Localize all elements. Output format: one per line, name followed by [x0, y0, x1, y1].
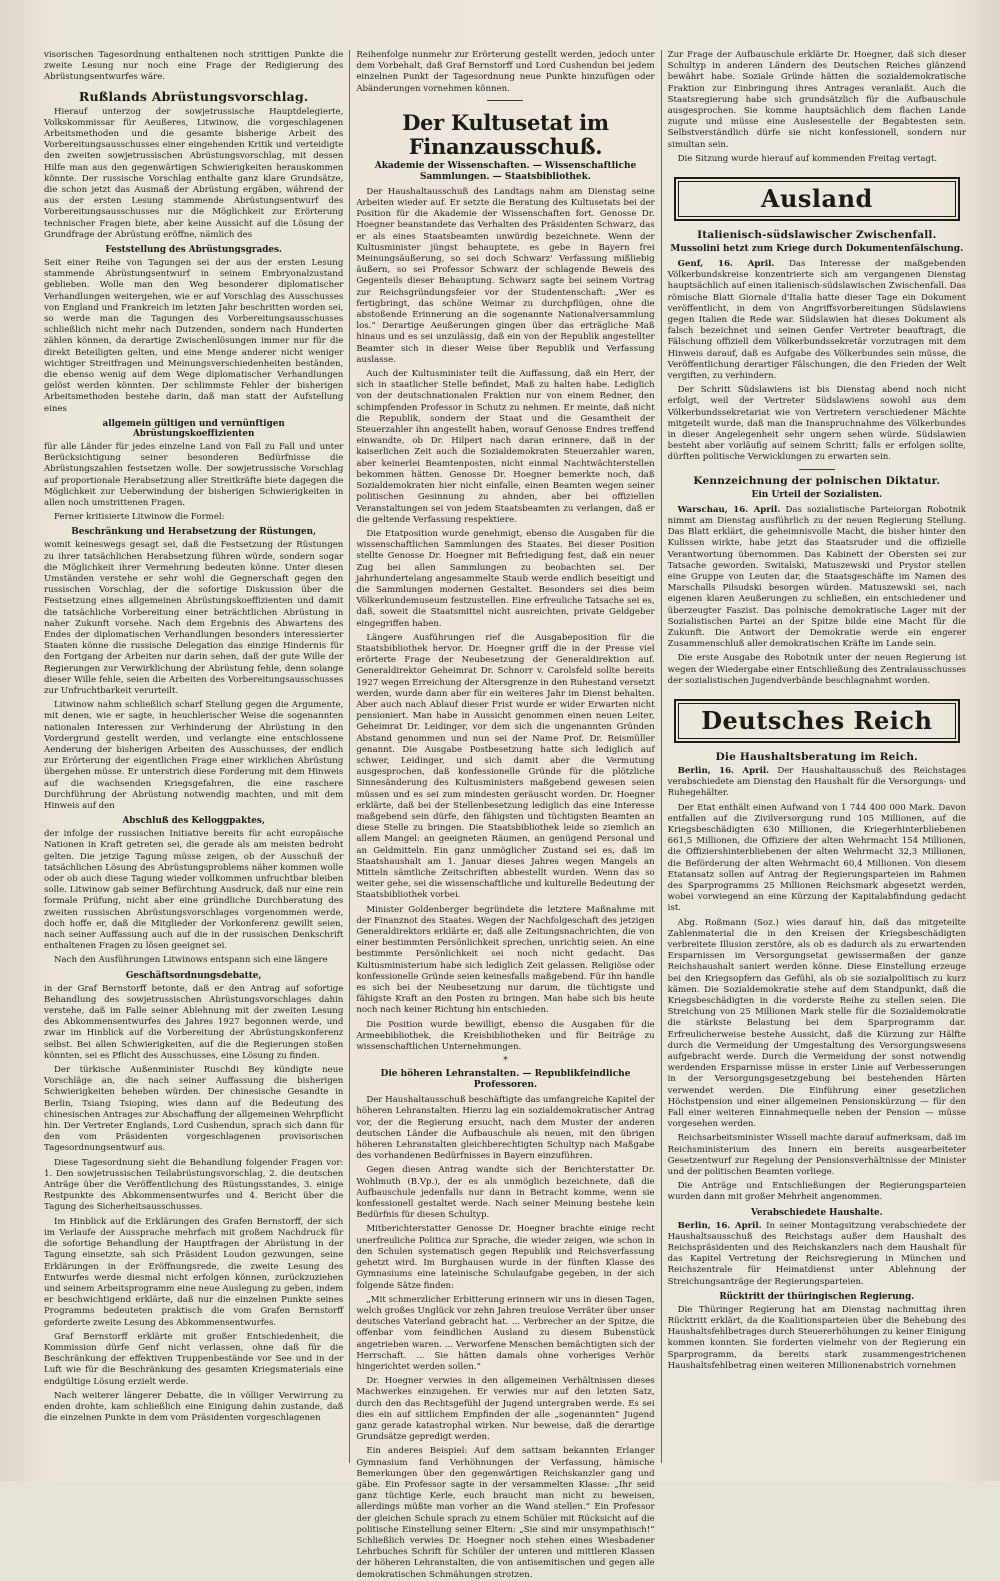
article-paragraph: [668, 259, 966, 382]
article-paragraph: Nach weiterer längerer Debatte, die in völliger Verwirrung zu enden drohte, kam schließlich eine Einigung dahin zustande, daß die einzelnen Punkte in dem vom Präsidenten vorgeschlagenen: [44, 1390, 344, 1424]
section-box-deutsches-reich: Deutsches Reich: [674, 699, 960, 743]
dateline: Warschau, 16. April.: [677, 504, 781, 515]
column-right-content: [668, 50, 966, 1456]
article-paragraph: visorischen Tagesordnung enthaltenen noch strittigen Punkte die zweite Lesung nur noch eine Frage der Redigierung des Abrüstungsentwurfes wäre.: [44, 50, 344, 83]
column-left: [38, 50, 349, 1463]
subhead-kelloggpakt: Abschluß des Kelloggpaktes,: [122, 816, 265, 827]
article-paragraph: Die Position wurde bewilligt, ebenso die Ausgaben für die Armeebibliothek, die Kreisbibliotheken und für Beiträge zu wissenschaftlichen Unternehmungen.: [356, 1019, 655, 1053]
subhead-beschraenkung: Beschränkung und Herabsetzung der Rüstungen,: [71, 527, 317, 538]
article-paragraph: Der Haushaltausschuß beschäftigte das umfangreiche Kapitel der höheren Lehranstalten. Hierzu lag ein sozialdemokratischer Antrag vor, der die Regierung ersucht, nach dem Muster der anderen deutschen Länder die Aufbauschule als neuen, mit den übrigen höheren Lehranstalten gleichberechtigten Schultyp nach Maßgabe des vorhandenen Bedürfnisses in Bayern einzuführen.: [356, 1095, 655, 1162]
headline-russland: Rußlands Abrüstungsvorschlag.: [78, 88, 309, 104]
subhead-feststellung: Feststellung des Abrüstungsgrades.: [105, 245, 282, 256]
column-right: [661, 50, 972, 1463]
subhead-hoehere-lehranstalten: Die höheren Lehranstalten. — Republikfeindliche Professoren.: [380, 1069, 631, 1091]
subtitle-kultusetat: Akademie der Wissenschaften. — Wissenschaftliche Sammlungen. — Staatsbibliothek.: [374, 160, 637, 182]
article-paragraph: Zur Frage der Aufbauschule erklärte Dr. Hoegner, daß sich dieser Schultyp in anderen Ländern des Deutschen Reiches glänzend bewährt habe. Soziale Gründe hätten die sozialdemokratische Fraktion zur Einbringung ihres Antrages veranlaßt. Auch die Staatsregierung habe sich grundsätzlich für die Aufbauschule ausgesprochen. Sie komme hauptsächlich dem flachen Lande zugute und müsse eine Auslesestelle der Begabtesten sein. Selbstverständlich dürfe sie nicht konfessionell, sondern nur simultan sein.: [667, 50, 966, 150]
article-paragraph: der infolge der russischen Initiative bereits für acht europäische Nationen in Kraft getreten sei, die gerade als am meisten bedroht gelten. Die jetzige Tagung müsse zeigen, ob der Ausschuß der tatsächlichen Lösung des Abrüstungsproblems näher kommen wolle oder ob auch diese Tagung wieder vollkommen unfruchtbar bleiben solle. Litwinow gab seiner Befürchtung Ausdruck, daß nur eine rein formale Prüfung, nicht aber eine gründliche Durchberatung des zweiten russischen Abrüstungsvorschlages vorgenommen werde, doch hoffe er, daß die Mitglieder der Vorkonferenz gewillt seien, nach seiner Auffassung auch auf die in der russischen Denkschrift enthaltenen Fragen zu lösen geeignet sei.: [44, 829, 344, 952]
article-paragraph: [668, 766, 966, 800]
divider: [487, 100, 523, 101]
column-left-content: [44, 50, 343, 1456]
headline-polen: Kennzeichnung der polnischen Diktatur.: [693, 474, 941, 487]
headline-italienisch: Italienisch-südslawischer Zwischenfall.: [697, 229, 937, 242]
article-paragraph: Gegen diesen Antrag wandte sich der Berichterstatter Dr. Wohlmuth (B.Vp.), der es als unmöglich bezeichnete, daß die Aufbauschule jedenfalls nur dann in Betracht komme, wenn sie konfessionell gestaltet werde. Nach seiner Meinung bestehe kein Bedürfnis für diesen Schultyp.: [356, 1165, 655, 1221]
article-paragraph: in der Graf Bernstorff betonte, daß er den Antrag auf sofortige Behandlung des sowjetrussischen Abrüstungsvorschlages dahin verstehe, daß im Falle seiner Ablehnung mit der zweiten Lesung des Abkommensentwurfes des Jahres 1927 begonnen werde, und zwar im Hinblick auf die Vorbereitung der Abrüstungskonferenz selbst. Bei allen Schwierigkeiten, auf die die Regierungen stoßen könnten, sei es Pflicht des Ausschusses, eine Lösung zu finden.: [44, 983, 344, 1061]
article-paragraph: Abg. Roßmann (Soz.) wies darauf hin, daß das mitgeteilte Zahlenmaterial die in den Kreisen der Kriegsbeschädigten verbreitete Illusion zerstöre, als ob es dadurch als zu erwartenden Ersparnissen im Versorgungsetat gewissermaßen der ganze Reichshaushalt saniert werden könne. Diese Einstellung erzeuge bei den Kriegsopfern das Gefühl, als ob sie sozialpolitisch zu kurz kämen. Die Sozialdemokratie stehe auf dem Standpunkt, daß die Kriegsbeschädigten in die vorderste Reihe zu stellen seien. Die Streichung von 25 Millionen Mark stelle für die Sozialdemokratie die stärkste Belastung bei dem Sparprogramm dar. Erfreulicherweise bestehe Aussicht, daß die Kürzung zur Hälfte durch die Vermeidung der Umgestaltung des Versorgungswesens aufgebracht werde. Durch die Vermeidung der sonst notwendig werdenden Ersparnisse müsse in erster Linie auf Verbesserungen in der Versorgungsgesetzgebung bei bestehenden Härten verwendet werden. Die Einführung einer gesetzlichen Höchstpension und einer allgemeinen Pensionskürzung — für den Fall einer weiteren Einnahmequelle neben der Pension — müsse vorgesehen werden.: [667, 917, 966, 1130]
article-paragraph: Der Schritt Südslawiens ist bis Dienstag abend noch nicht erfolgt, weil der Vertreter Südslawiens sowohl aus dem Völkerbundssekretariat wie von Vertretern verschiedener Mächte mitgeteilt wurde, daß man die Inanspruchnahme des Völkerbundes in dieser Angelegenheit sehr ungern sehen würde. Südslawien besteht aber vorläufig auf seinem Schritt; falls er erfolgen sollte, dürften politische Verwicklungen zu erwarten sein.: [667, 385, 966, 463]
article-paragraph: Im Hinblick auf die Erklärungen des Grafen Bernstorff, der sich im Verlaufe der Aussprache mehrfach mit großem Nachdruck für die sofortige Behandlung der Hauptfragen der Abrüstung in der Tagung einsetzte, sah sich Präsident Loudon gezwungen, seine Erklärungen in der Eröffnungsrede, die zweite Lesung des Entwurfes werde diesmal nicht erfolgen können, zurückzuziehen und seinem Arbeitsprogramm eine neue Auslegung zu geben, indem er beschwichtigend erklärte, daß nur die einzelnen Punkte seines Programms bedeuteten praktisch die vom Grafen Bernstorff geforderte zweite Lesung des Abkommensentwurfes.: [44, 1216, 344, 1328]
article-paragraph: womit keineswegs gesagt sei, daß die Festsetzung der Rüstungen zu ihrer tatsächlichen Herabsetzung führen würde, sondern sogar die Möglichkeit ihrer Vermehrung bedeuten könne. Unter diesen Umständen verstehe er sehr wohl die Gegnerschaft gegen den russischen Vorschlag, der die sofortige Diskussion über die Festsetzung eines allgemeinen Abrüstungskoeffizienten und damit die tatsächliche Vorbereitung einer beträchtlichen Abrüstung in naher Zukunft vorsehe. Nach dem Ergebnis des Abwartens des Endes der diplomatischen Verhandlungen besonders interessierter Staaten könne die russische Delegation das einzige Hindernis für den Fortgang der Arbeiten nur darin sehen, daß der gute Wille der Regierungen zur Verwirklichung der Abrüstung fehle, denn solange dieser Wille fehle, seien die Arbeiten des Vorbereitungsausschusses zur Unfruchtbarkeit verurteilt.: [44, 540, 344, 696]
article-paragraph: Die Etatposition wurde genehmigt, ebenso die Ausgaben für die wissenschaftlichen Sammlungen des Staates. Bei dieser Position stellte Genosse Dr. Hoegner mit Befriedigung fest, daß ein neuer Zug bei allen Sammlungen zu beobachten sei. Der jahrhundertelang angesammelte Staub werde endlich beseitigt und die Sammlungen modernen Gestaltet. Besonders sei dies beim Völkerkundemuseum festzustellen. Eine erfreuliche Tatsache sei es, daß, soweit die Staatsmittel nicht ausreichten, private Geldgeber eingegriffen haben.: [356, 528, 655, 629]
subhead-sozialisten: Ein Urteil der Sozialisten.: [751, 489, 883, 500]
paragraph-text: Das Interesse der maßgebenden Völkerbundskreise konzentrierte sich am vergangenen Dienstag hauptsächlich auf einen italienisch-südslawischen Zwischenfall. Das römische Blatt Giornale d'Italia hatte dieser Tage ein Dokument veröffentlicht, in dem von Angriffsvorbereitungen Südslawiens gegen Italien die Rede war. Südslawien hat dieses Dokument als falsch bezeichnet und seinen Genfer Vertreter beauftragt, die Fälschung offiziell dem Völkerbundssekretär vorzutragen mit dem Hinweis darauf, daß es Aufgabe des Völkerbundes sein müsse, die Veröffentlichung derartiger Fälschungen, die den Frieden der Welt vergiften, zu verhindern.: [667, 259, 966, 382]
article-paragraph: Der türkische Außenminister Ruschdi Bey kündigte neue Vorschläge an, die nach seiner Auffassung die bisherigen Schwierigkeiten beheben würden. Der chinesische Gesandte in Berlin, Tsiang Tsioping, wies dann auf die Bedeutung des chinesischen Antrages zur Abschaffung der allgemeinen Wehrpflicht hin. Der Vertreter Englands, Lord Cushendun, sprach sich dann für den vom Präsidenten vorgeschlagenen provisorischen Tagesordnungsentwurf aus.: [44, 1065, 344, 1154]
section-star: *: [503, 1056, 508, 1067]
section-box-ausland: Ausland: [674, 177, 960, 221]
article-paragraph: Die erste Ausgabe des Robotnik unter der neuen Regierung ist wegen der Wiedergabe einer Entschließung des Zentralausschusses der sozialistischen Jugendverbände beschlagnahmt worden.: [667, 653, 966, 686]
article-paragraph: Litwinow nahm schließlich scharf Stellung gegen die Argumente, mit denen, wie er sagte, in heuchlerischer Weise die sogenannten nationalen Interessen zur Verhinderung der Abrüstung in den Vordergrund gestellt werden, und verlangte eine entschlossene Aenderung der bisherigen Arbeiten des Ausschusses, der endlich zur Erörterung der eigentlichen Frage einer wirklichen Abrüstung übergehen müsse. Er unterstrich diese Forderung mit dem Hinweis auf die wachsenden Kriegsgefahren, die eine raschere Durchführung der Abrüstung notwendig machten, und mit dem Hinweis auf den: [44, 700, 344, 811]
article-paragraph: Hierauf unterzog der sowjetrussische Hauptdelegierte, Volkskommissar für Aeußeres, Litwinow, die vorgeschlagenen Arbeitsmethoden und die gesamte bisherige Arbeit des Vorbereitungsausschusses einer eingehenden Kritik und verteidigte den zweiten sowjetrussischen Abrüstungsvorschlag, mit dessen Hilfe man aus den gegenwärtigen Schwierigkeiten herauskommen könnte. Der russische Vorschlag enthalte ganz klare Grundsätze, die schon jetzt das Ausmaß der Abrüstung ergäben, während der aus der ersten Lesung stammende Abrüstungsentwurf des Vorbereitungsausschusses nur die Möglichkeit zur Erörterung technischer Fragen biete, aber keine Aussicht auf die Lösung der Grundfrage der Abrüstung eröffne, nämlich des: [44, 106, 344, 240]
article-paragraph: Der Etat enthält einen Aufwand von 1 744 400 000 Mark. Davon entfallen auf die Zivilversorgung rund 105 Millionen, auf die Kriegsbeschädigten 630 Millionen, die Kriegerhinterbliebenen 661,5 Millionen, die Offiziere der alten Wehrmacht 154 Millionen, die Offiziershinterbliebenen der alten Wehrmacht 32,3 Millionen, die Beförderung der alten Wehrmacht 60,4 Millionen. Von diesem Etatansatz sollen auf Antrag der Regierungsparteien im Rahmen des Sparprogramms 25 Millionen Reichsmark abgesetzt werden, wobei vorwiegend an eine Kürzung der Kapitalabfindung gedacht ist.: [667, 802, 966, 914]
subhead-mussolini: Mussolini hetzt zum Kriege durch Dokumentenfälschung.: [670, 244, 964, 255]
article-paragraph: für alle Länder für jedes einzelne Land von Fall zu Fall und unter Berücksichtigung seiner besonderen Bedürfnisse die Abrüstungszahlen festsetzen wolle. Der sowjetrussische Vorschlag auf proportionale Herabsetzung aller Streitkräfte biete dagegen die Möglichkeit zur Ueberwindung der bisherigen Schwierigkeiten in allen noch umstrittenen Fragen.: [44, 441, 344, 508]
article-paragraph: Die Thüringer Regierung hat am Dienstag nachmittag ihren Rücktritt erklärt, da die Koalitionsparteien über die Behebung des Haushaltsfehlbetrages durch Steuererhöhungen zu keiner Einigung kommen konnten. Sie forderten vielmehr von der Regierung ein Sparprogramm, da bereits stark zusammengestrichenen Haushaltsfehlbetrag einen weiteren Millionenabstrich vornehmen: [667, 1304, 966, 1371]
dateline: Berlin, 16. April.: [677, 1220, 762, 1231]
article-paragraph: Ein anderes Beispiel: Auf dem sattsam bekannten Erlanger Gymnasium fand Verhöhnungen der Verfassung, hämische Bemerkungen über den gegenwärtigen Reichskanzler gang und gäbe. Ein Professor sagte in der versammelten Klasse: „Ihr seid ganz tüchtige Kerle, euch braucht man nicht zu beweisen, allerdings müßte man vorher an die Wand stellen.“ Ein Professor der gleichen Schule sprach zu einem Schüler mit Rücksicht auf die politische Einstellung seiner Eltern: „Sie sind mir unsympathisch!“ Schließlich verwies Dr. Hoegner noch stehen eines Wiesbadener Lehrbuches Schrift für Schüler der unteren und mittleren Klassen der höheren Lehranstalten, die von antisemitischen und gegen alle demokratischen Schmähungen strotzen.: [356, 1446, 655, 1580]
dateline: Genf, 16. April.: [677, 259, 775, 270]
dateline: Berlin, 16. April.: [677, 765, 770, 776]
headline-haushaltsberatung: Die Haushaltsberatung im Reich.: [715, 750, 919, 763]
subhead-abruestungskoeffizient: allgemein gültigen und vernünftigen Abrüstungskoeffizienten: [102, 418, 285, 439]
article-paragraph: Minister Goldenberger begründete die letztere Maßnahme mit der Finanznot des Staates. Wegen der Nachfolgeschaft des jetzigen Generaldirektors erklärte er, daß alle Zeitungsnachrichten, die von einer bestimmten Persönlichkeit sprechen, unrichtig seien. An eine bestimmte Persönlichkeit sei noch nicht gedacht. Das Kultusministerium habe sich lediglich Zeit gelassen. Religiöse oder konfessionelle Gründe seien keinesfalls maßgebend. Für ihn handle es sich bei der Neubesetzung nur darum, die tüchtigste und fähigste Kraft an den Posten zu bringen. Man habe sich bis heute noch nach keiner Richtung hin entschieden.: [356, 904, 655, 1016]
article-paragraph: Diese Tagesordnung sieht die Behandlung folgender Fragen vor: 1. Den sowjetrussischen Teilabrüstungsvorschlag, 2. die deutschen Anträge über die Veröffentlichung des Rüstungsstandes, 3. einige Restpunkte des Abkommensentwurfes und 4. Bericht über die Tagung des Sicherheitsausschusses.: [44, 1157, 344, 1213]
column-middle: [349, 50, 660, 1580]
article-paragraph: Die Sitzung wurde hierauf auf kommenden Freitag vertagt.: [677, 153, 938, 164]
column-middle-content: [356, 50, 655, 1580]
divider: [799, 469, 835, 470]
subhead-geschaeftsordnung: Geschäftsordnungsdebatte,: [125, 970, 262, 981]
article-paragraph: [668, 505, 966, 651]
article-paragraph: Die Anträge und Entschließungen der Regierungsparteien wurden dann mit großer Mehrheit angenommen.: [667, 1181, 966, 1203]
article-paragraph: „Mit schmerzlicher Erbitterung erinnern wir uns in diesen Tagen, welch großes Unglück vor zehn Jahren treulose Verräter über unser deutsches Vaterland gebracht hat. ... Verbrecher an der Spitze, die offenbar vom feindlichen Ausland zu diesem Bubenstück angetrieben waren. ... Verworfene Menschen bemächtigten sich der Herrschaft. ... Sie hätten damals ohne vorheriges Verhör hingerichtet werden sollen.“: [356, 1294, 655, 1372]
article-paragraph: Dr. Hoegner verwies in den allgemeinen Verhältnissen dieses Machwerkes einzugehen. Er verwies nur auf den letzten Satz, durch den das Rechtsgefühl der Jugend untergraben werde. Es sei dies ein auf sittlichem Empfinden der alle „sogenannten“ Jugend ganz gerade katastrophal wirken. Nur beweise, daß die derartige Grundsätze gepredigt werden.: [356, 1376, 655, 1443]
paragraph-text: Das sozialistische Parteiorgan Robotnik nimmt am Dienstag ausführlich zu der neuen Regierung Stellung. Das Blatt erklärt, die geheimnisvolle Macht, die bisher hinter den Kulissen wirkte, habe jetzt das Staatsruder und die offizielle Verantwortung übernommen. Das Kabinett der Obersten sei zur Tatsache geworden. Switalski, Matuszewski und Prystor stellen eine Gruppe von Leuten dar, die Staatsgeschäfte im Namen des Marschalls Pilsudski besorgen würden. Matuszewski sei, nach eigenen klaren Aeußerungen zu schließen, ein entschiedener und überzeugter Faszist. Das polnische demokratische Lager mit der Sozialistischen Partei an der Spitze bilde eine Macht für die Zukunft. Die Antwort der Demokratie werde ein engerer Zusammenschluß aller demokratischen Kräfte im Lande sein.: [667, 504, 966, 650]
article-paragraph: Seit einer Reihe von Tagungen sei der aus der ersten Lesung stammende Abrüstungsentwurf in seinem Embryonalzustand geblieben. Wolle man den Weg besonderer diplomatischer Verhandlungen weitergehen, wie er auf Vorschlag des Ausschusses von England und Frankreich im letzten Jahr beschritten worden sei, so werde man die Tagungen des Vorbereitungsausschusses schließlich nicht mehr nach Dutzenden, sondern nach Hunderten zählen können, da derartige Zwischenlösungen immer nur für die direkt Beteiligten gelten, und eine Menge anderer nicht weniger wichtiger Streitfragen und Meinungsverschiedenheiten beständen, die ebenso wenig auf dem Wege diplomatischer Verhandlungen gelöst werden könnten. Der schlimmste Fehler der bisherigen Arbeitsmethoden bestehe darin, daß man statt der Aufstellung eines: [44, 258, 344, 414]
article-paragraph: Mitberichterstatter Genosse Dr. Hoegner brachte einige recht unerfreuliche Politica zur Sprache, die wieder zeigen, wie schon in den Schulen systematisch gegen Republik und Reichsverfassung gehetzt wird. Im Burghausen wurde in der fünften Klasse des Gymnasiums eine lateinische Schulaufgabe gegeben, in der sich folgende Sätze finden:: [356, 1224, 655, 1291]
article-paragraph: Ferner kritisierte Litwinow die Formel:: [54, 512, 225, 523]
article-paragraph: [668, 1221, 966, 1288]
article-paragraph: Graf Bernstorff erklärte mit großer Entschiedenheit, die Kommission dürfe Genf nicht verlassen, ohne daß für die Beschränkung der effektiven Truppenbestände vor See und in der Luft wie für die Beschränkung des gesamten Kriegsmaterials eine endgültige Lösung erzielt werde.: [44, 1331, 344, 1387]
article-paragraph: Längere Ausführungen rief die Ausgabeposition für die Staatsbibliothek hervor. Dr. Hoegner griff die in der Presse viel erörterte Frage der Neubesetzung der Generaldirektion auf. Generaldirektor Geheimrat Dr. Schnorr v. Carolsfeld sollte bereits 1927 wegen Erreichung der Altersgrenze in den Ruhestand versetzt werden, wurde dann aber für ein weiteres Jahr im Dienst behalten. Aber auch nach Ablauf dieser Frist wurde er wider Erwarten nicht pensioniert. Man habe in Aussicht genommen einen neuen Leiter, Geheimrat Dr. Leidinger, vor dem sich die ungenannten Gründen Abstand genommen und nun sei der Name Prof. Dr. Reismüller genannt. Die Ausgabe Postbesetzung hatte sich lediglich auf schwer, Leidinger, und sich damit aber die Vermutung ausgesprochen, daß konfessionelle Gründe für die plötzliche Sinnesänderung des Kultusministers maßgebend gewesen seien müssen und es sei zum mindesten geräuscht worden. Dr. Hoegner erklärte, daß bei der Stellenbesetzung lediglich das eine Interesse maßgebend sein dürfe, den fähigsten und tüchtigsten Beamten an diese Stelle zu bringen. Die Staatsbibliothek leide so ziemlich an allem Mangel: an geeigneten Räumen, an genügend Personal und an Geldmitteln. Ein ganz unmöglicher Zustand sei es, daß im Staatshaushalt am 1. Januar dieses Jahres wegen Mangels an Mitteln sämtliche Zeitschriften abbestellt wurden. Wenn das so weiter gehe, sei die wissenschaftliche und kulturelle Bedeutung der Staatsbibliothek vorbei.: [356, 632, 655, 901]
article-paragraph: Nach den Ausführungen Litwinows entspann sich eine längere: [54, 955, 328, 966]
paragraph-text: Der Haushaltausschuß des Reichstages verabschiedete am Dienstag den Haushalt für die Versorgungs- und Ruhegehälter.: [667, 765, 966, 799]
column-container: [38, 50, 972, 1580]
article-paragraph: Auch der Kultusminister teilt die Auffassung, daß ein Herr, der sich in staatlicher Stelle befindet, Maß zu halten habe. Lediglich von der deutschnationalen Fraktion nur von einem Redner, den schimpfenden Professor in Schutz zu nehmen. Er meinte, daß nicht die Republik, sondern der Staat und die Gesamtheit der Steuerzahler ihn angestellt haben, worauf Genosse Endres treffend einwandte, ob Dr. Hilpert nach daran erinnere, daß in der kaiserlichen Zeit auch die Sozialdemokraten Steuerzahler waren, aber keinerlei Beamtenposten, nicht einmal Nachtwächterstellen bekommen hätten. Genosse Dr. Hoegner bemerkte noch, daß Sozialdemokraten hier nicht einfalle, einen Beamten wegen seiner politischen Gesinnung zu ahnden, aber bei offiziellen Veranstaltungen sei von jedem Staatsbeamten zu verlangen, daß er die geltende Verfassung respektiere.: [356, 369, 655, 525]
subhead-verabschiedete-haushalte: Verabschiedete Haushalte.: [750, 1207, 883, 1218]
subhead-ruecktritt-thueringen: Rücktritt der thüringischen Regierung.: [719, 1291, 915, 1302]
headline-kultusetat: Der Kultusetat im Finanzausschuß.: [402, 109, 609, 159]
article-paragraph: Der Haushaltausschuß des Landtags nahm am Dienstag seine Arbeiten wieder auf. Er setzte die Beratung des Kultusetats bei der Position für die Akademie der Wissenschaften fort. Genosse Dr. Hoegner beanstandete das Verhalten des Präsidenten Schwarz, das er als eines Staatsbeamten unwürdig bezeichnete. Wenn der Kultusminister jüngst behauptete, es gebe in Bayern frei Meinungsäußerung, so sei doch Schwarz' Verfassung mißliebig äußern, so sei Professor Schwarz der schlagende Beweis des Gegenteils dieser Behauptung. Schwarz sagte bei seinem Vortrag zur Reichsgründungsfeier vor der Studentenschaft: „Wer es fertigbringt, das schöne Weimar zu durchpflügen, ohne die abstoßende Erinnerung an die sogenannte Nationalversammlung los.“ Derartige Aeußerungen gingen über das erträgliche Maß hinaus und es sei unzulässig, daß ein von der Republik angestellter Beamter sich in dieser Weise über Republik und Verfassung auslasse.: [356, 186, 655, 365]
article-paragraph: Reihenfolge nunmehr zur Erörterung gestellt werden, jedoch unter dem Vorbehalt, daß Graf Bernstorff und Lord Cushendun bei jedem einzelnen Punkt der Tagesordnung neue Punkte hinzufügen oder Abänderungen vornehmen können.: [356, 50, 655, 94]
paragraph-text: In seiner Montagsitzung verabschiedete der Haushaltsausschuß des Reichstags außer dem Haushalt des Reichspräsidenten und des Reichskanzlers nach dem Haushalt für das Kapitel Vertretung der Reichsregierung in München und Reichszentrale für Heimatdienst unter Ablehnung der Streichungsanträge der Regierungsparteien.: [667, 1220, 966, 1287]
article-paragraph: Reichsarbeitsminister Wissell machte darauf aufmerksam, daß im Reichsministerium des Innern ein bereits ausgearbeiteter Gesetzentwurf zur Regelung der Pensionsverhältnisse der Minister und der politischen Beamten vorliege.: [667, 1133, 966, 1178]
